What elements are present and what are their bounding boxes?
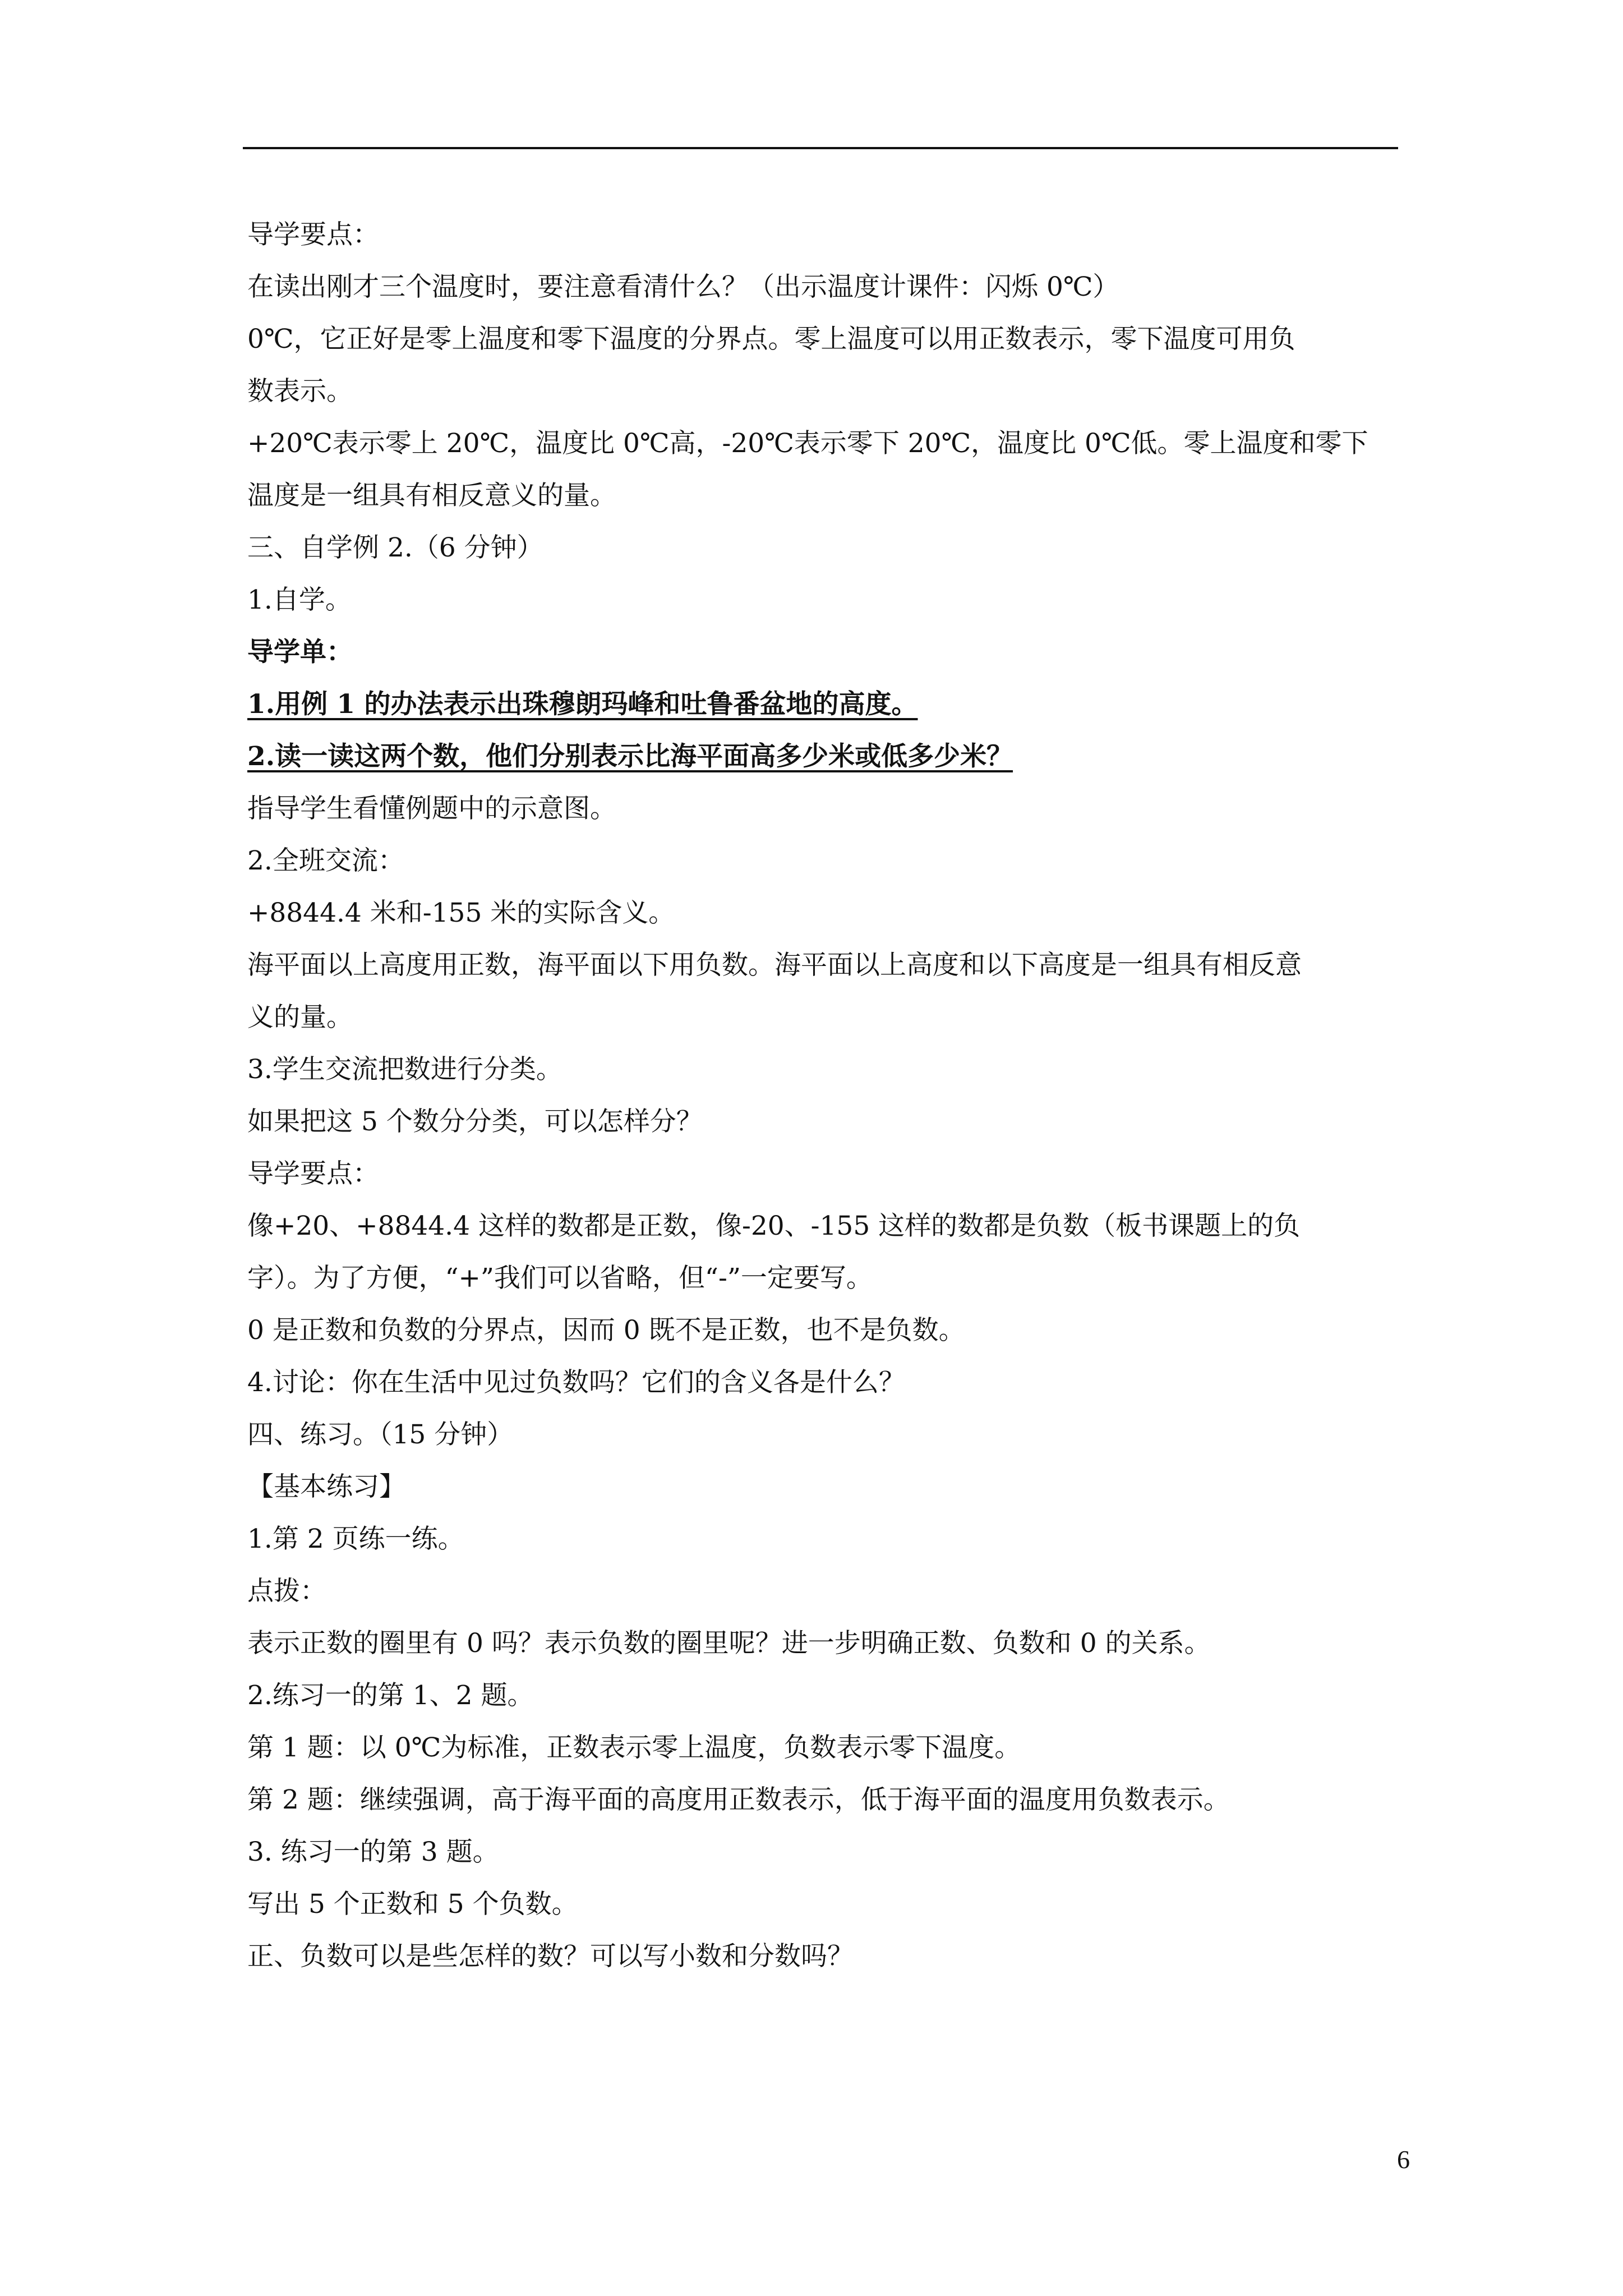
text-line: 2.全班交流：	[247, 845, 404, 876]
text-line: 点拨：	[247, 1576, 326, 1607]
text-line: 温度是一组具有相反意义的量。	[247, 480, 616, 511]
guide-sheet-title: 导学单：	[247, 637, 353, 668]
text-line: 4.讨论：你在生活中见过负数吗？它们的含义各是什么？	[247, 1367, 905, 1398]
section-heading: 三、自学例 2.（6 分钟）	[247, 532, 543, 563]
section-heading: 四、练习。（15 分钟）	[247, 1419, 514, 1450]
text-line: 义的量。	[247, 1002, 353, 1033]
text-line: 正、负数可以是些怎样的数？可以写小数和分数吗？	[247, 1941, 854, 1972]
text-line: 0 是正数和负数的分界点，因而 0 既不是正数，也不是负数。	[247, 1315, 965, 1346]
text-line: 导学要点：	[247, 1158, 379, 1189]
text-line: 像+20、+8844.4 这样的数都是正数，像-20、-155 这样的数都是负数（板书课题上的负	[247, 1211, 1301, 1241]
text-line: 指导学生看懂例题中的示意图。	[247, 793, 616, 824]
header-rule	[243, 147, 1398, 149]
text-line: 2.练习一的第 1、2 题。	[247, 1680, 534, 1711]
text-line: 在读出刚才三个温度时，要注意看清什么？（出示温度计课件：闪烁 0℃）	[247, 272, 1119, 302]
text-line: 字）。为了方便，“+”我们可以省略，但“-”一定要写。	[247, 1263, 873, 1294]
guide-task-1: 1.用例 1 的办法表示出珠穆朗玛峰和吐鲁番盆地的高度。	[247, 689, 918, 720]
text-line: 0℃，它正好是零上温度和零下温度的分界点。零上温度可以用正数表示，零下温度可用负	[247, 324, 1295, 355]
text-line: 1.第 2 页练一练。	[247, 1524, 464, 1554]
text-line: 写出 5 个正数和 5 个负数。	[247, 1889, 578, 1920]
text-line: 1.自学。	[247, 585, 352, 615]
page-number: 6	[1397, 2145, 1410, 2174]
text-line: 第 2 题：继续强调，高于海平面的高度用正数表示，低于海平面的温度用负数表示。	[247, 1784, 1230, 1815]
text-line: +20℃表示零上 20℃，温度比 0℃高，-20℃表示零下 20℃，温度比 0℃低。零上温度和零下	[247, 428, 1368, 459]
text-line: 3.学生交流把数进行分类。	[247, 1054, 562, 1085]
text-line: 第 1 题：以 0℃为标准，正数表示零上温度，负数表示零下温度。	[247, 1732, 1021, 1763]
text-line: 如果把这 5 个数分分类，可以怎样分？	[247, 1106, 703, 1137]
text-line: 导学要点：	[247, 219, 379, 250]
text-line: +8844.4 米和-155 米的实际含义。	[247, 898, 675, 928]
guide-task-2: 2.读一读这两个数，他们分别表示比海平面高多少米或低多少米？	[247, 741, 1013, 772]
text-line: 3. 练习一的第 3 题。	[247, 1837, 499, 1867]
text-line: 表示正数的圈里有 0 吗？表示负数的圈里呢？进一步明确正数、负数和 0 的关系。	[247, 1628, 1211, 1659]
text-line: 海平面以上高度用正数，海平面以下用负数。海平面以上高度和以下高度是一组具有相反意	[247, 950, 1302, 981]
page-content	[247, 209, 1398, 1982]
text-line: 数表示。	[247, 376, 353, 407]
text-line: 【基本练习】	[247, 1471, 405, 1502]
